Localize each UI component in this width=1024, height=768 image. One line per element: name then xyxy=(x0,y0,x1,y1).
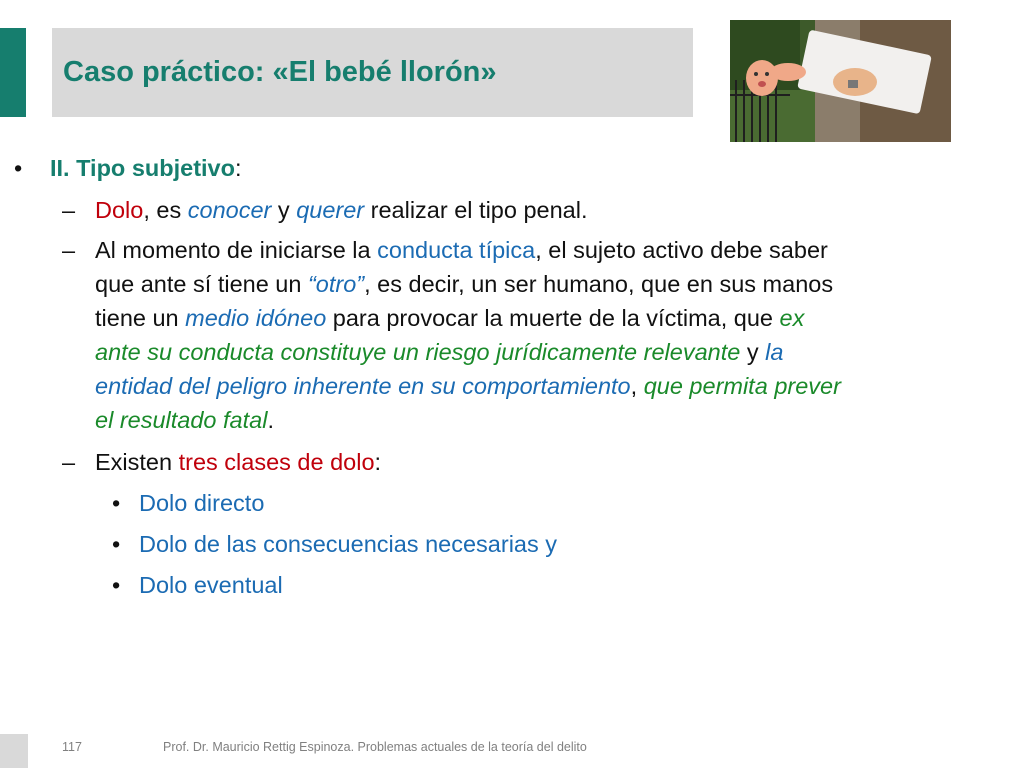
item2-prever: que permita prever xyxy=(643,373,841,399)
footer-accent-box xyxy=(0,734,28,768)
item2-line-1 xyxy=(95,233,828,267)
item2-dash: – xyxy=(62,237,76,263)
item2-text: . xyxy=(267,407,274,433)
item3-tres-clases: tres clases de dolo xyxy=(178,449,375,475)
slide-title: Caso práctico: «El bebé llorón» xyxy=(63,56,497,88)
item2-ex: ex xyxy=(779,305,805,331)
item1-text: , es xyxy=(143,197,188,223)
item2-resultado-fatal: el resultado fatal xyxy=(95,407,268,433)
heading-line xyxy=(50,151,242,185)
subitem-bullet: • xyxy=(112,531,121,557)
heading-label: II. Tipo subjetivo xyxy=(50,155,235,181)
page-number: 117 xyxy=(62,740,82,754)
item2-text: , el sujeto activo debe saber xyxy=(535,237,828,263)
item2-text: , es decir, un ser humano, que en sus manos xyxy=(364,271,834,297)
item2-line-5 xyxy=(95,369,841,403)
item2-riesgo: ante su conducta constituye un riesgo jurídicamente relevante xyxy=(95,339,741,365)
subitem-bullet: • xyxy=(112,490,121,516)
item2-otro: “otro” xyxy=(307,271,365,297)
item2-text: para provocar la muerte de la víctima, que xyxy=(326,305,780,331)
item2-text: Al momento de iniciarse la xyxy=(95,237,378,263)
item2-text: que ante sí tiene un xyxy=(95,271,308,297)
item1-dash: – xyxy=(62,197,76,223)
heading-bullet: • xyxy=(14,155,23,181)
item2-text: , xyxy=(630,373,644,399)
item2-entidad-peligro: entidad del peligro inherente en su comportamiento xyxy=(95,373,631,399)
item2-line-2 xyxy=(95,267,833,301)
item2-medio-idoneo: medio idóneo xyxy=(185,305,327,331)
footer-text: Prof. Dr. Mauricio Rettig Espinoza. Problemas actuales de la teoría del delito xyxy=(163,740,587,754)
item2-line-4 xyxy=(95,335,783,369)
item1-text: realizar el tipo penal. xyxy=(364,197,588,223)
item1-text: y xyxy=(271,197,297,223)
heading-colon: : xyxy=(234,155,242,181)
subitem-dolo-eventual: Dolo eventual xyxy=(139,572,283,598)
item3-text: Existen xyxy=(95,449,179,475)
item3-text: : xyxy=(374,449,382,475)
item1-line xyxy=(95,193,588,227)
subitem-dolo-directo: Dolo directo xyxy=(139,490,265,516)
subitem-dolo-consecuencias: Dolo de las consecuencias necesarias y xyxy=(139,531,558,557)
item3-dash: – xyxy=(62,449,76,475)
item1-conocer: conocer xyxy=(187,197,272,223)
item2-text: tiene un xyxy=(95,305,186,331)
item3-line xyxy=(95,445,381,479)
subitem-bullet: • xyxy=(112,572,121,598)
item1-querer: querer xyxy=(296,197,365,223)
item1-dolo: Dolo xyxy=(95,197,144,223)
item2-line-3 xyxy=(95,301,804,335)
item2-conducta-tipica: conducta típica xyxy=(377,237,536,263)
item2-text: y xyxy=(740,339,766,365)
item2-line-6 xyxy=(95,403,274,437)
item2-la: la xyxy=(765,339,784,365)
